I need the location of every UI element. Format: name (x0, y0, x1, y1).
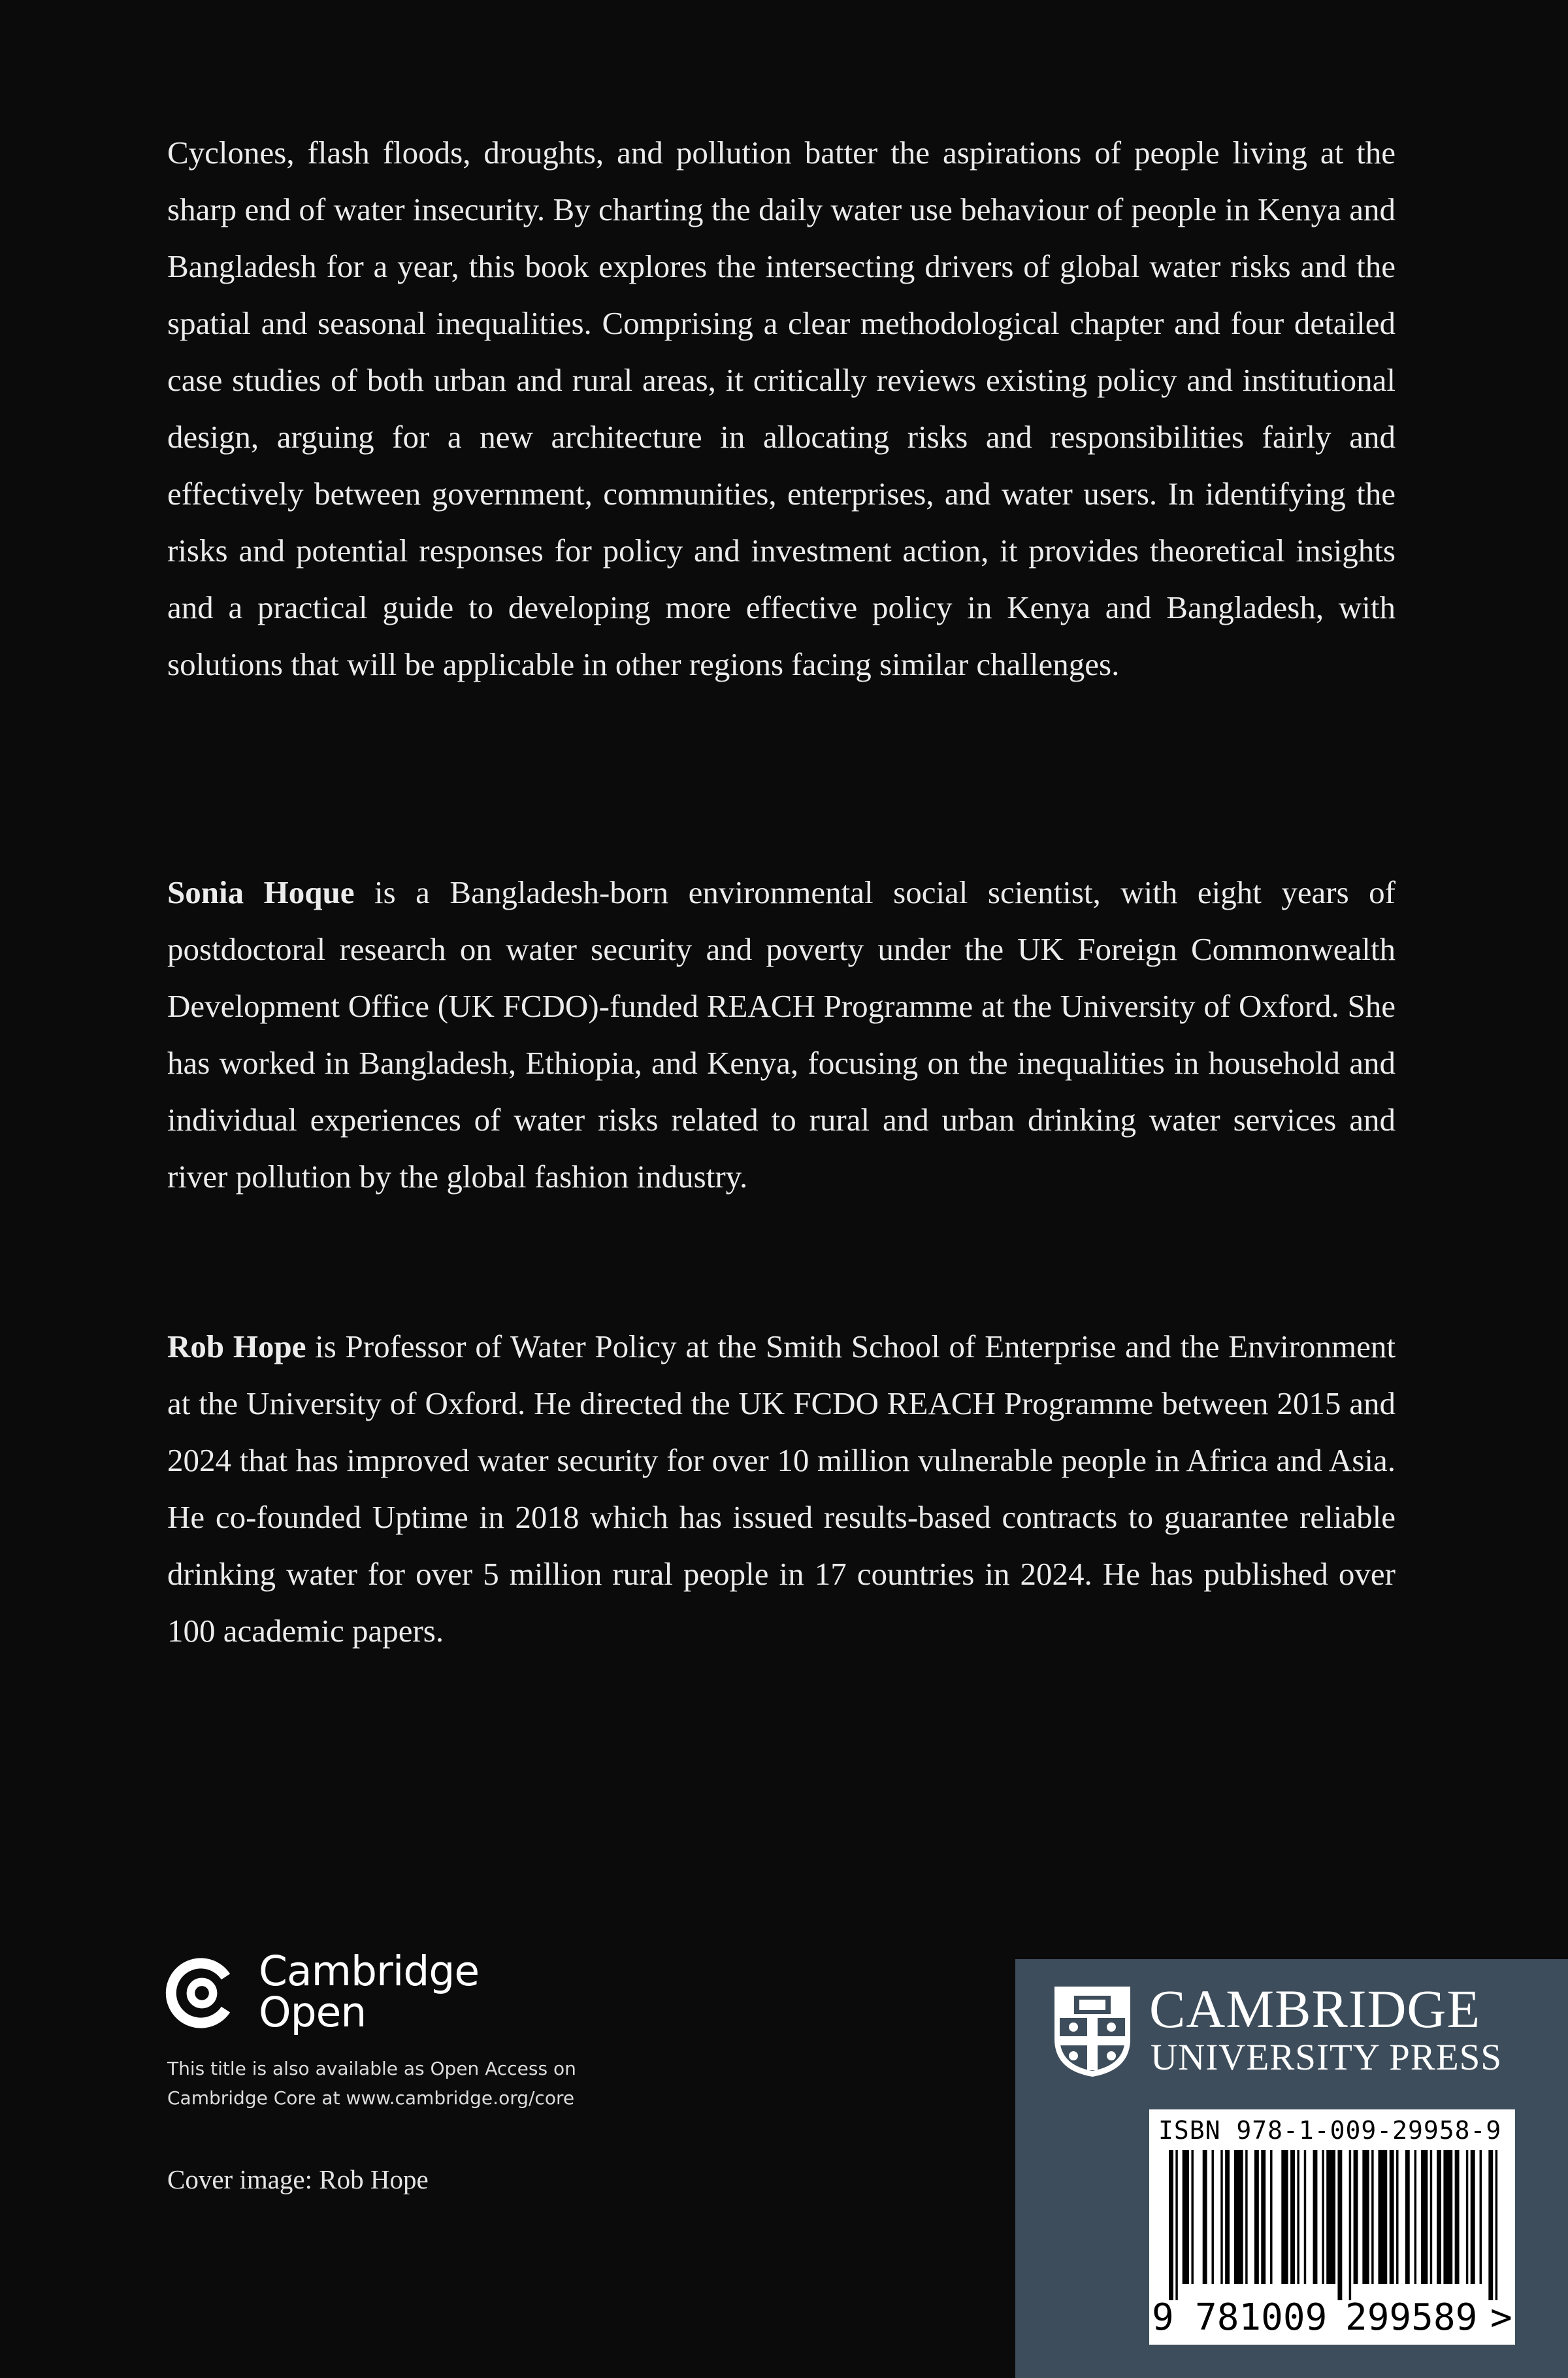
publisher-wordmark (1149, 1980, 1502, 2078)
barcode-bar (1466, 2150, 1468, 2284)
barcode-bar (1281, 2150, 1288, 2284)
barcode-bar (1270, 2150, 1272, 2284)
author-name: Sonia Hoque (167, 874, 355, 910)
author-bio-text: is Professor of Water Policy at the Smith School of Enterprise and the Environment at the University of Oxford. He directed the UK FCDO REACH Programme between 2015 and 2024 that has improved water security for over 10 million vulnerable people in Africa and Asia. He co-founded Uptime in 2018 which has issued results-based contracts to guarantee reliable drinking water for over 5 million rural people in 17 countries in 2024. He has published over 100 academic papers. (167, 1329, 1396, 1649)
university-crest-icon (1052, 1984, 1133, 2079)
barcode-bar (1390, 2150, 1394, 2284)
cambridge-open-line2: Open (259, 1989, 367, 2036)
barcode-bar (1169, 2150, 1173, 2300)
barcode-bar (1437, 2150, 1441, 2284)
barcode-digits-left: 781009 (1195, 2296, 1328, 2339)
barcode-digits-right: 299589 (1345, 2296, 1478, 2339)
author-bio-hope (167, 1318, 1396, 1659)
isbn-label: ISBN 978-1-009-29958-9 (1158, 2116, 1502, 2145)
author-name: Rob Hope (167, 1329, 306, 1364)
publisher-name-line1: CAMBRIDGE (1149, 1979, 1481, 2039)
barcode-bar (1480, 2150, 1482, 2284)
open-access-note-line2: Cambridge Core at www.cambridge.org/core (167, 2087, 575, 2109)
blurb-paragraph: Cyclones, flash floods, droughts, and pollution batter the aspirations of people living at the sharp end of water insecurity. By charting the daily water use behaviour of people in Kenya and Bangladesh for a year, this book explores the intersecting drivers of global water risks and the spatial and seasonal inequalities. Comprising a clear methodological chapter and four detailed case studies of both urban and rural areas, it critically reviews existing policy and institutional design, arguing for a new architecture in allocating risks and responsibilities fairly and effectively between government, communities, enterprises, and water users. In identifying the risks and potential responses for policy and investment action, it provides theoretical insights and a practical guide to developing more effective policy in Kenya and Bangladesh, with solutions that will be applicable in other regions facing similar challenges. (167, 135, 1396, 682)
open-access-note (167, 2054, 664, 2113)
barcode-quiet-mark: > (1490, 2296, 1512, 2339)
barcode-bar (1245, 2150, 1247, 2284)
barcode-bar (1471, 2150, 1475, 2284)
barcode-bar (1443, 2150, 1452, 2284)
barcode-bar (1495, 2150, 1497, 2300)
barcode-bar (1313, 2150, 1318, 2284)
barcode-bar (1290, 2150, 1295, 2284)
barcode-bar (1175, 2150, 1177, 2300)
barcode-bar (1183, 2150, 1189, 2284)
barcode-digit-first: 9 (1152, 2296, 1174, 2339)
barcode-bar (1378, 2150, 1387, 2284)
barcode-bar (1396, 2150, 1398, 2284)
barcode-bar (1455, 2150, 1460, 2284)
barcode-bar (1354, 2150, 1358, 2284)
author-bio-hoque (167, 864, 1396, 1205)
barcode-bar (1326, 2150, 1335, 2284)
barcode-bar (1304, 2150, 1306, 2284)
cambridge-open-icon (165, 1956, 239, 2030)
publisher-name-line2: UNIVERSITY PRESS (1151, 2037, 1503, 2078)
barcode-bar (1322, 2150, 1324, 2284)
barcode-bar (1191, 2150, 1193, 2284)
cambridge-open-line1: Cambridge (259, 1947, 480, 1995)
barcode-bar (1220, 2150, 1222, 2284)
open-access-note-line1: This title is also available as Open Access on (167, 2058, 576, 2079)
barcode-bar (1211, 2150, 1213, 2284)
barcode-bar (1261, 2150, 1266, 2284)
barcode (1149, 2109, 1515, 2345)
barcode-bar (1414, 2150, 1416, 2284)
cover-image-credit: Cover image: Rob Hope (167, 2164, 429, 2194)
barcode-bars (1169, 2150, 1502, 2300)
barcode-bar (1488, 2150, 1493, 2300)
barcode-bar (1337, 2150, 1342, 2300)
cambridge-open-logo (165, 1947, 570, 2042)
barcode-bar (1297, 2150, 1299, 2284)
publisher-panel (1015, 1959, 1568, 2378)
cambridge-open-wordmark (259, 1947, 480, 2036)
author-bio-text: is a Bangladesh-born environmental social scientist, with eight years of postdoctoral research on water security and poverty under the UK Foreign Commonwealth Development Office (UK FCDO)-funded REACH Programme at the University of Oxford. She has worked in Bangladesh, Ethiopia, and Kenya, focusing on the inequalities in household and individual experiences of water risks related to rural and urban drinking water services and river pollution by the global fashion industry. (167, 874, 1396, 1195)
barcode-bar (1203, 2150, 1207, 2284)
barcode-bar (1234, 2150, 1243, 2284)
barcode-bar (1421, 2150, 1428, 2284)
barcode-bar (1405, 2150, 1410, 2284)
barcode-bar (1362, 2150, 1369, 2284)
barcode-bar (1225, 2150, 1230, 2284)
barcode-bar (1254, 2150, 1259, 2284)
barcode-digits (1149, 2295, 1515, 2341)
barcode-bar (1430, 2150, 1432, 2284)
barcode-bar (1349, 2150, 1351, 2300)
barcode-bar (1371, 2150, 1373, 2284)
